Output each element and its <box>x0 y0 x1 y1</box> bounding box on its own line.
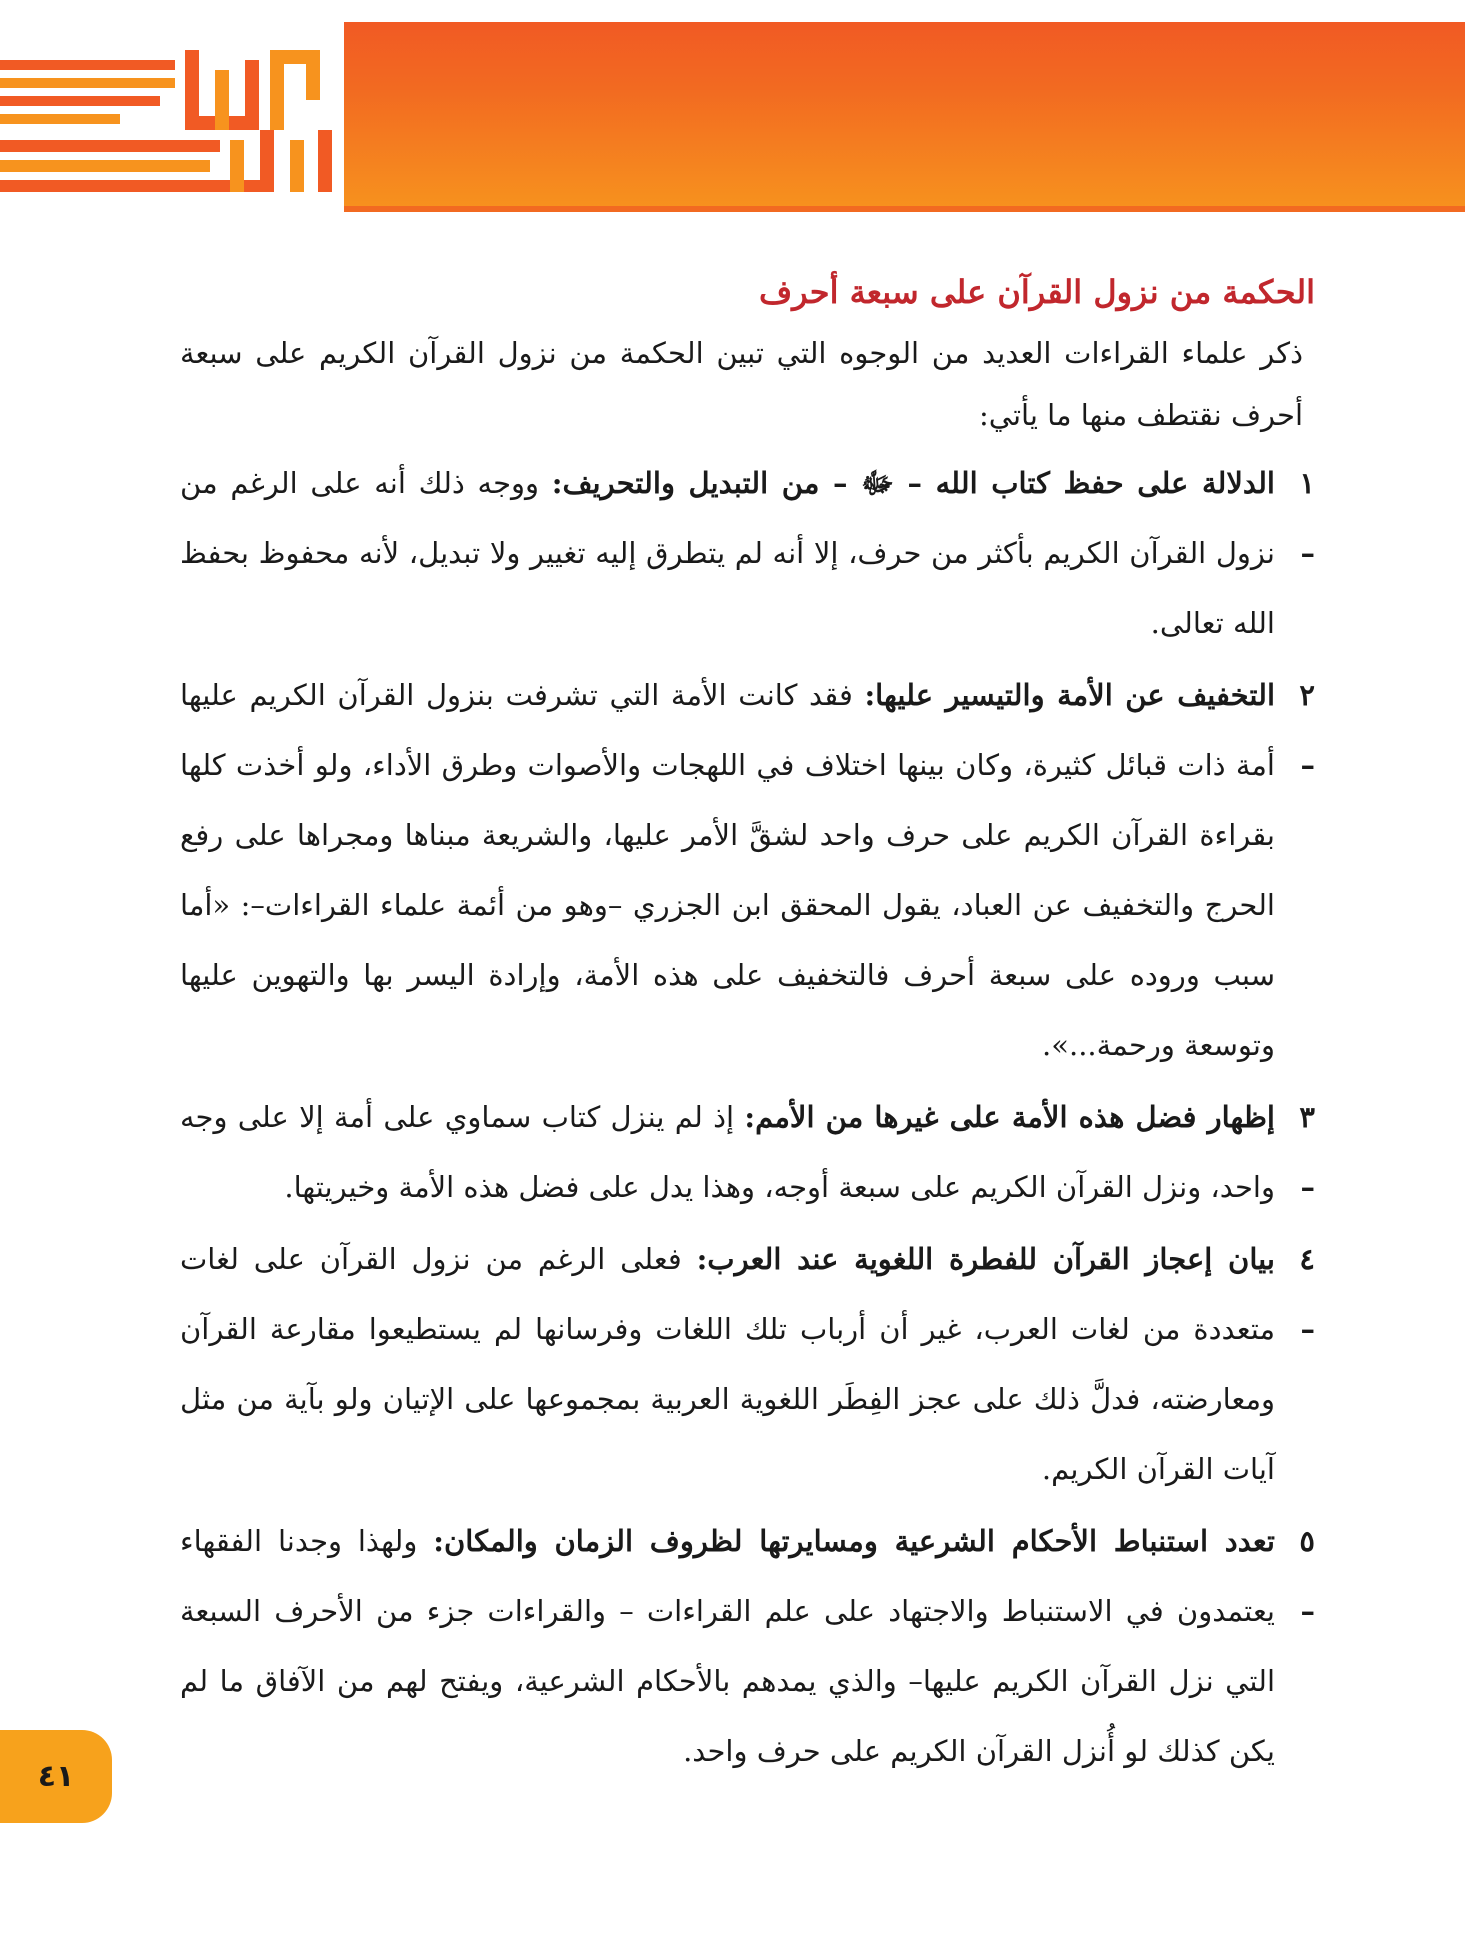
page-number-tab <box>0 1730 112 1823</box>
item-heading: بيان إعجاز القرآن للفطرة اللغوية عند العرب: <box>696 1242 1275 1276</box>
section-title: الحكمة من نزول القرآن على سبعة أحرف <box>758 273 1315 311</box>
item-body: إذ لم ينزل كتاب سماوي على أمة إلا على وجه واحد، ونزل القرآن الكريم على سبعة أوجه، وهذا يدل على فضل هذه الأمة وخيريتها. <box>180 1100 1275 1204</box>
item-heading: إظهار فضل هذه الأمة على غيرها من الأمم: <box>744 1100 1275 1134</box>
item-heading: الدلالة على حفظ كتاب الله – ﷻ – من التبديل والتحريف: <box>551 466 1275 500</box>
list-item <box>180 1082 1315 1222</box>
item-heading: تعدد استنباط الأحكام الشرعية ومسايرتها لظروف الزمان والمكان: <box>433 1524 1275 1558</box>
logo <box>0 22 344 212</box>
item-heading: التخفيف عن الأمة والتيسير عليها: <box>864 678 1275 712</box>
wisdom-list <box>180 448 1315 1786</box>
list-item <box>180 448 1315 658</box>
item-body: فعلى الرغم من نزول القرآن على لغات متعددة من لغات العرب، غير أن أرباب تلك اللغات وفرسانها لم يستطيعوا مقارعة القرآن ومعارضته، فدلَّ ذلك على عجز الفِطَر اللغوية العربية بمجموعها على الإتيان ولو بآية من مثل آيات القرآن الكريم. <box>180 1242 1275 1486</box>
list-item <box>180 1506 1315 1786</box>
logo-graphic <box>0 30 344 210</box>
item-number: ٢ – <box>1299 678 1315 782</box>
list-item <box>180 1224 1315 1504</box>
item-body: فقد كانت الأمة التي تشرفت بنزول القرآن الكريم عليها أمة ذات قبائل كثيرة، وكان بينها اختلاف في اللهجات والأصوات وطرق الأداء، ولو أخذت كلها بقراءة القرآن الكريم على حرف واحد لشقَّ الأمر عليها، والشريعة مبناها ومجراها على رفع الحرج والتخفيف عن العباد، يقول المحقق ابن الجزري –وهو من أئمة علماء القراءات–: «أما سبب وروده على سبعة أحرف فالتخفيف على هذه الأمة، وإرادة اليسر بها والتهوين عليها وتوسعة ورحمة...». <box>180 678 1275 1062</box>
page-number: ٤١ <box>37 1759 75 1794</box>
page-content <box>180 268 1315 1788</box>
item-number: ١ – <box>1299 466 1315 570</box>
list-item <box>180 660 1315 1080</box>
header-orange-bar <box>344 22 1465 212</box>
item-number: ٣ – <box>1299 1100 1315 1204</box>
item-number: ٥ – <box>1299 1524 1315 1628</box>
header-banner <box>0 22 1465 212</box>
item-body: ولهذا وجدنا الفقهاء يعتمدون في الاستنباط والاجتهاد على علم القراءات – والقراءات جزء من الأحرف السبعة التي نزل القرآن الكريم عليها– والذي يمدهم بالأحكام الشرعية، ويفتح لهم من الآفاق ما لم يكن كذلك لو أُنزل القرآن الكريم على حرف واحد. <box>180 1524 1276 1768</box>
item-body: ووجه ذلك أنه على الرغم من نزول القرآن الكريم بأكثر من حرف، إلا أنه لم يتطرق إليه تغيير ولا تبديل، لأنه محفوظ بحفظ الله تعالى. <box>180 466 1275 640</box>
intro-paragraph: ذكر علماء القراءات العديد من الوجوه التي تبين الحكمة من نزول القرآن الكريم على سبعة أحرف نقتطف منها ما يأتي: <box>180 336 1303 432</box>
item-number: ٤ – <box>1299 1242 1315 1346</box>
